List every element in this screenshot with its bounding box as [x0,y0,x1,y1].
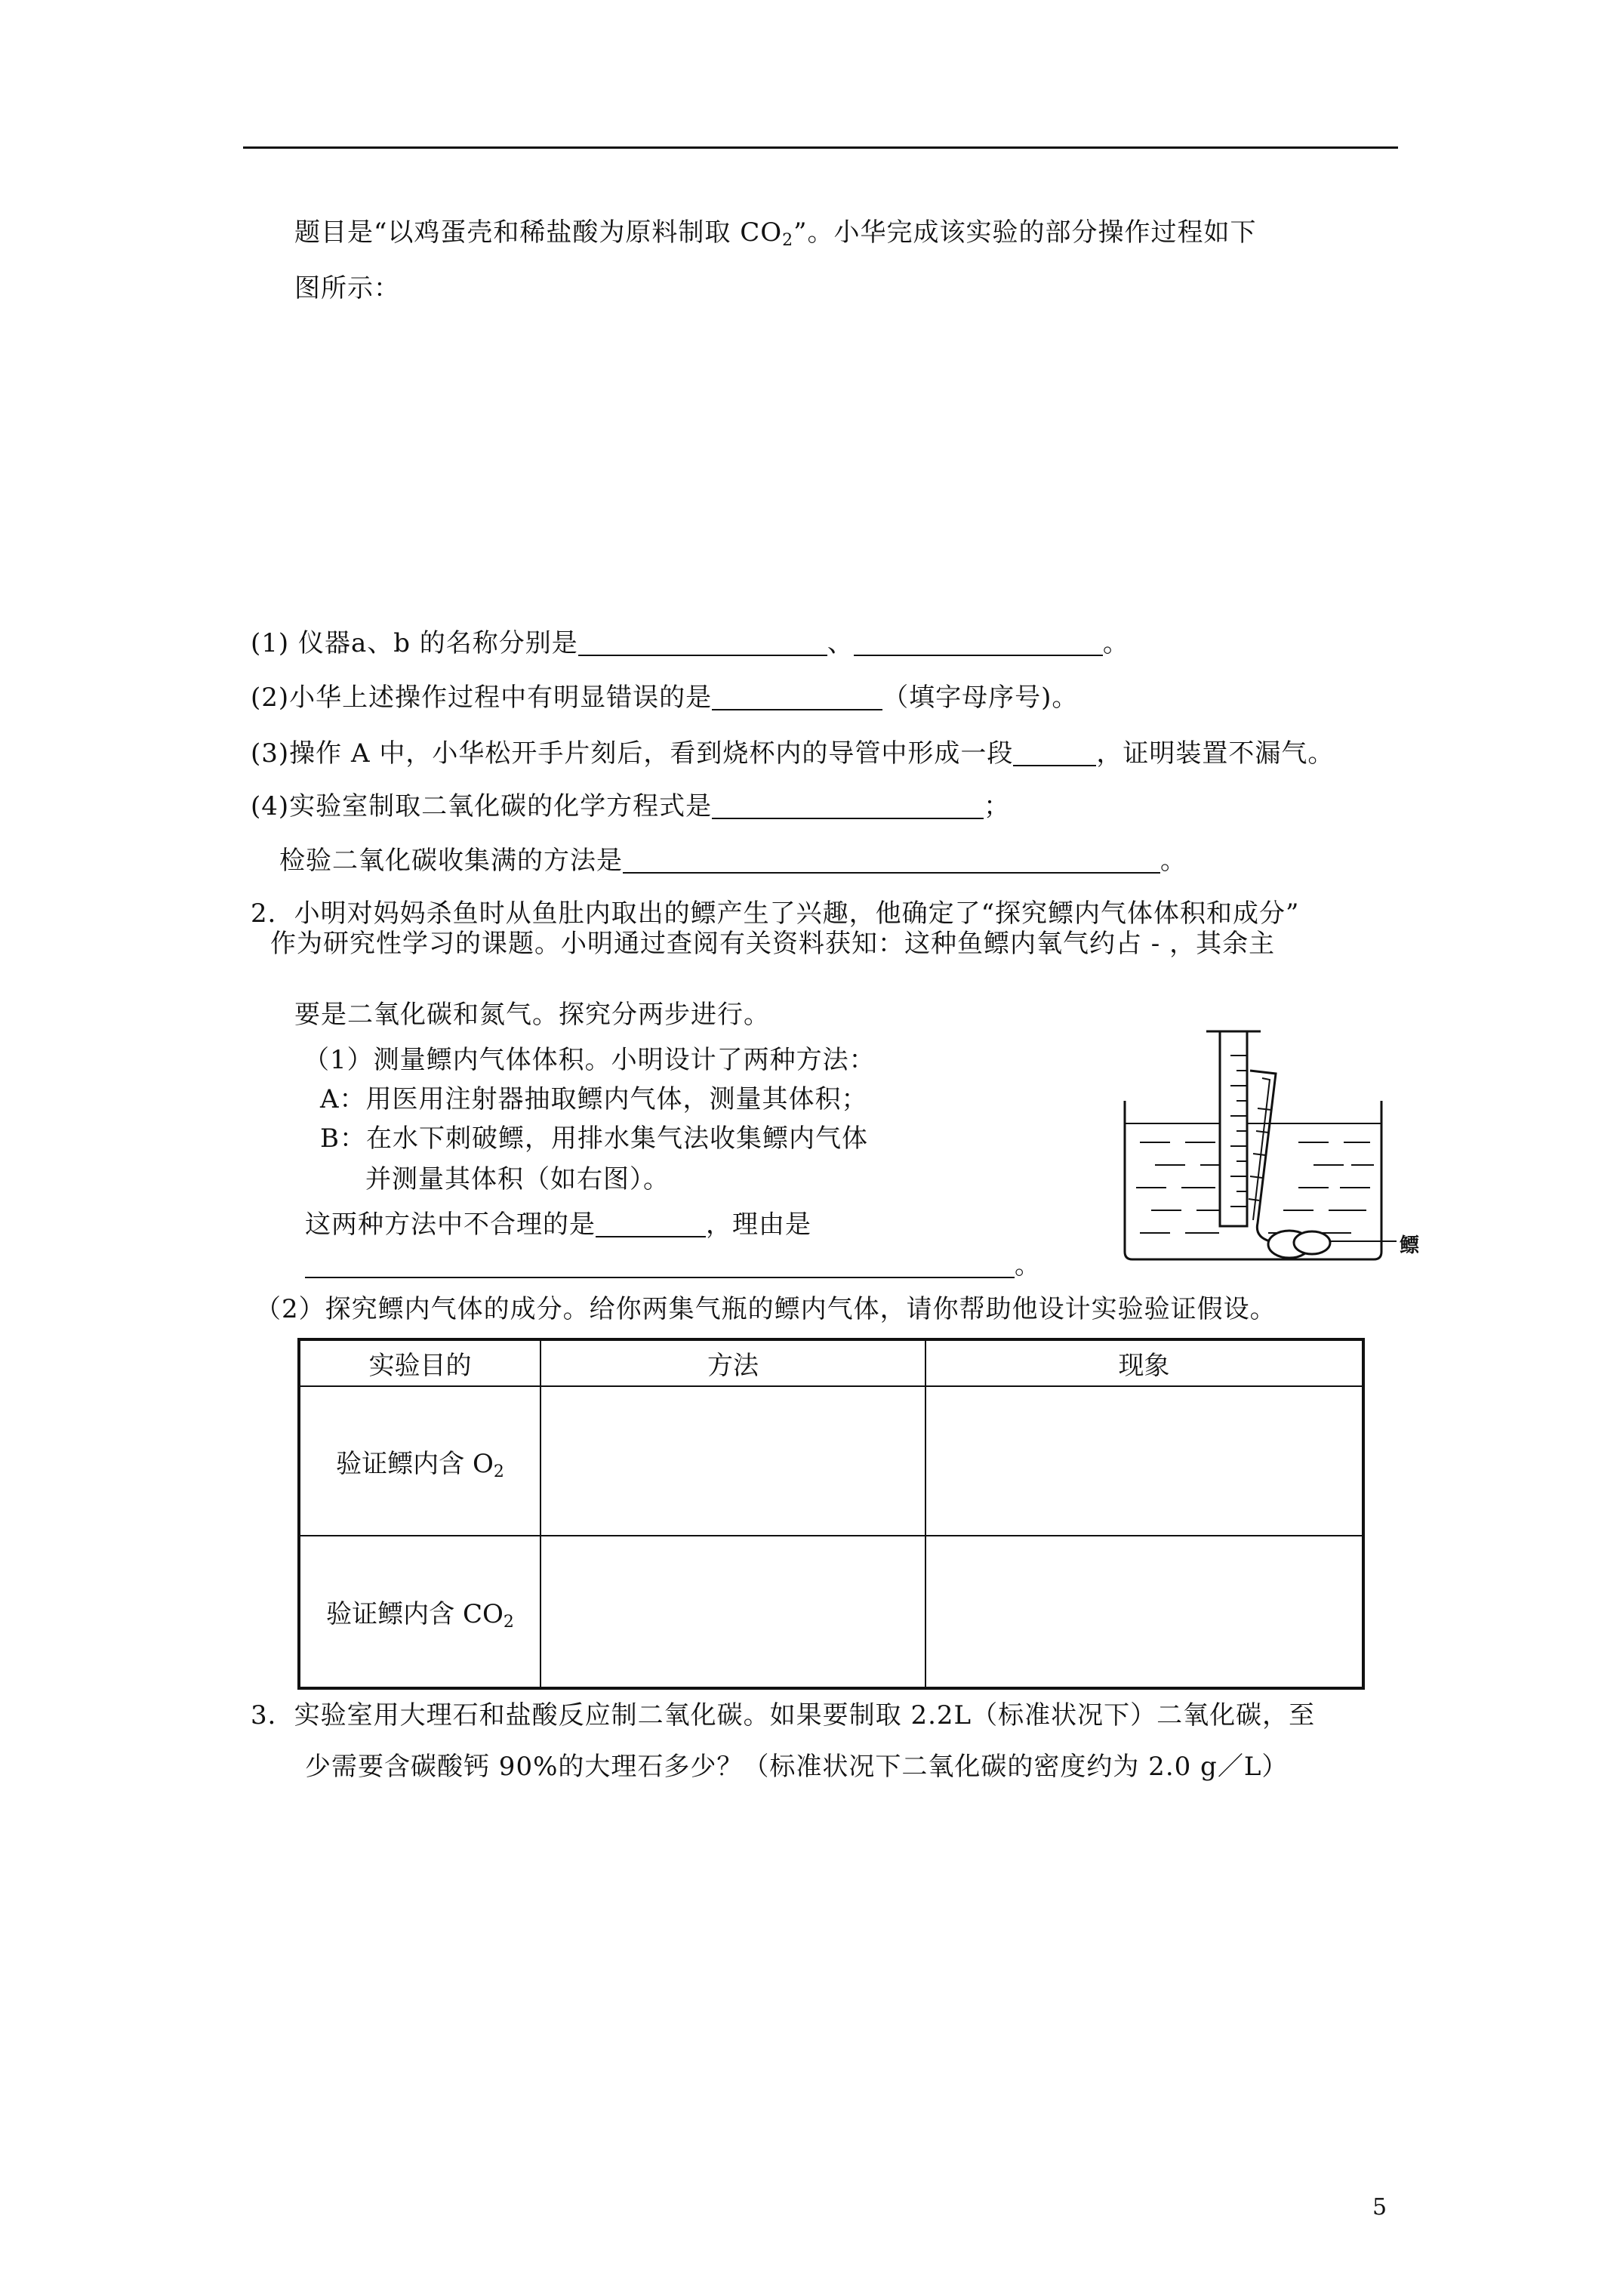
table-row-o2 [299,1386,1363,1536]
method-o2-cell[interactable] [540,1386,925,1536]
header-purpose: 实验目的 [299,1339,540,1386]
method-co2-cell[interactable] [540,1536,925,1688]
header-rule [243,146,1398,149]
q1-part-1: (1) 仪器a、b 的名称分别是 、 。 [251,628,1129,658]
q2-line-1: 2．小明对妈妈杀鱼时从鱼肚内取出的鳔产生了兴趣，他确定了“探究鳔内气体体积和成分” [251,898,1300,929]
q3-line-1: 3．实验室用大理石和盐酸反应制二氧化碳。如果要制取 2.2L（标准状况下）二氧化碳，至 [251,1700,1316,1730]
answer-blank-a[interactable] [578,630,827,656]
experiment-table [297,1338,1365,1690]
page-number: 5 [1372,2194,1387,2220]
q2-s2-title: （2）探究鳔内气体的成分。给你两集气瓶的鳔内气体，请你帮助他设计实验验证假设。 [255,1294,1277,1324]
q2-s1-option-b-line-2: 并测量其体积（如右图）。 [365,1164,670,1194]
phenomenon-co2-cell[interactable] [925,1536,1363,1688]
q1-part-2: (2)小华上述操作过程中有明显错误的是 （填字母序号)。 [251,683,1079,713]
q2-s1-option-b-line-1: B：在水下刺破鳔，用排水集气法收集鳔内气体 [320,1123,868,1154]
answer-blank-reason[interactable] [305,1253,1015,1278]
header-phenomenon: 现象 [925,1339,1363,1386]
q1-part-3: (3)操作 A 中，小华松开手片刻后，看到烧杯内的导管中形成一段 ，证明装置不漏气。 [251,738,1335,769]
q3-line-2: 少需要含碳酸钙 90%的大理石多少？（标准状况下二氧化碳的密度约为 2.0 g／L） [305,1752,1289,1782]
header-method: 方法 [540,1339,925,1386]
q1-part-4: (4)实验室制取二氧化碳的化学方程式是 ； [251,791,1011,821]
q1-part-5: 检验二氧化碳收集满的方法是 。 [279,846,1187,876]
answer-blank-unreasonable-method[interactable] [596,1212,706,1237]
purpose-o2: 验证鳔内含 $O_2$ [299,1386,540,1536]
q2-line-3: 要是二氧化碳和氮气。探究分两步进行。 [294,1000,770,1030]
answer-blank-error-step[interactable] [712,685,882,710]
purpose-co2: 验证鳔内含 $CO_2$ [299,1536,540,1688]
q2-s1-option-a: A：用医用注射器抽取鳔内气体，测量其体积； [320,1084,868,1114]
q2-line-2: 作为研究性学习的课题。小明通过查阅有关资料获知：这种鱼鳔内氧气约占 - ，其余主 [270,929,1276,959]
table-row-co2 [299,1536,1363,1688]
phenomenon-o2-cell[interactable] [925,1386,1363,1536]
q2-s1-title: （1）测量鳔内气体体积。小明设计了两种方法： [303,1045,876,1075]
answer-blank-equation[interactable] [712,794,984,819]
intro-line-1: 题目是“以鸡蛋壳和稀盐酸为原料制取 $CO_2$”。小华完成该实验的部分操作过程如下 [294,217,1257,250]
answer-blank-full-check[interactable] [623,848,1160,874]
table-header-row [299,1339,1363,1386]
q2-s1-reason: 。 [305,1249,1041,1282]
answer-blank-water-column[interactable] [1013,741,1096,766]
apparatus-figure [1110,1025,1427,1267]
intro-line-2: 图所示： [294,273,400,304]
answer-blank-b[interactable] [854,630,1103,656]
q2-s1-question: 这两种方法中不合理的是 ，理由是 [305,1210,812,1240]
figure-label-bladder: 鳔 [1400,1234,1420,1257]
